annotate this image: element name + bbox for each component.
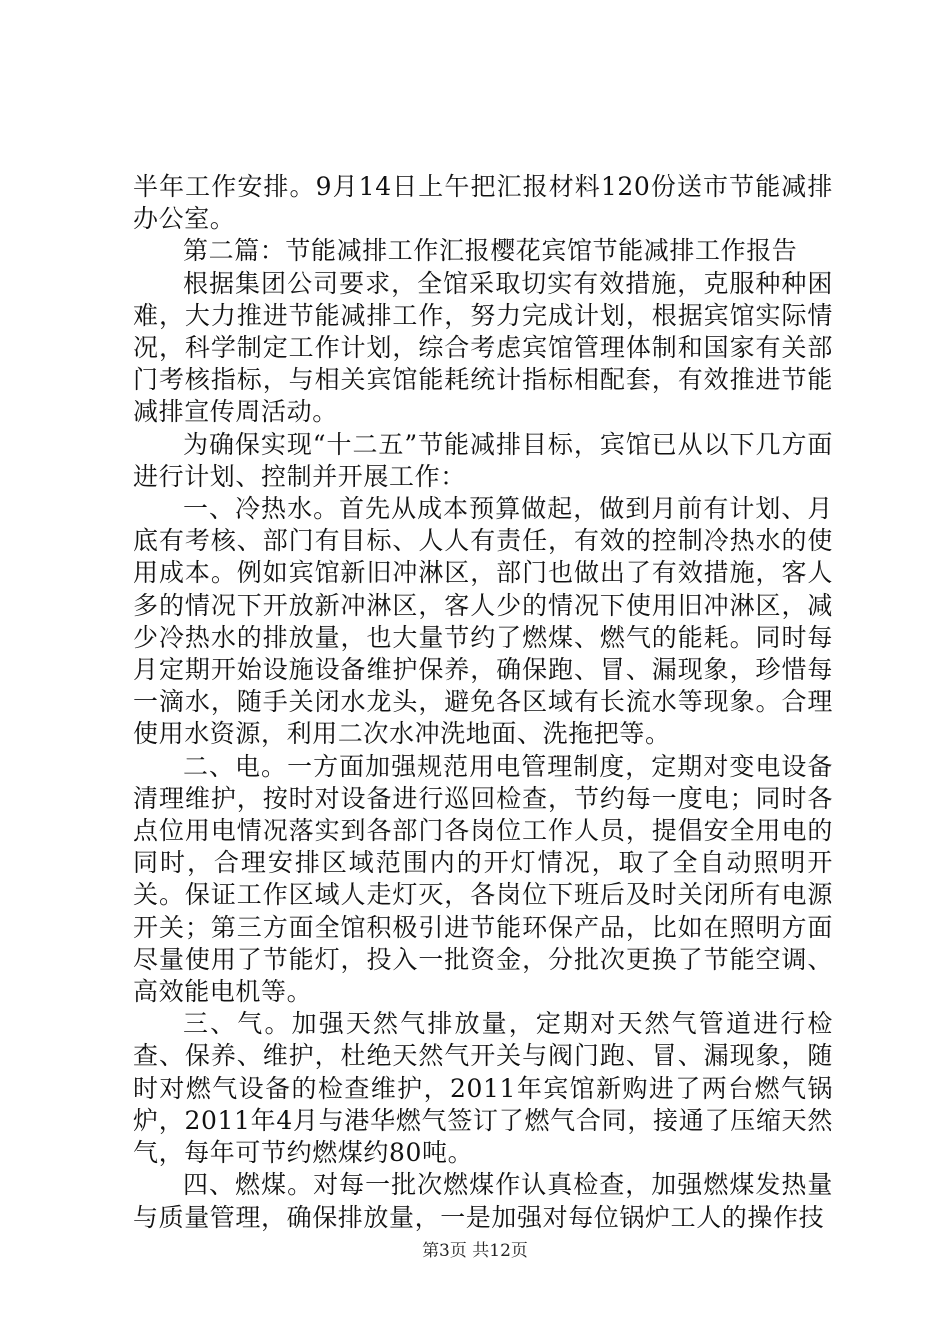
paragraph-water: 一、冷热水。首先从成本预算做起，做到月前有计划、月底有考核、部门有目标、人人有责任，有效的控制冷热水的使用成本。例如宾馆新旧冲淋区，部门也做出了有效措施，客人多的情况下开放新冲淋区，客人少的情况下使用旧冲淋区，减少冷热水的排放量，也大量节约了燃煤、燃气的能耗。同时每月定期开始设施设备维护保养，确保跑、冒、漏现象，珍惜每一滴水，随手关闭水龙头，避免各区域有长流水等现象。合理使用水资源，利用二次水冲洗地面、洗拖把等。: [133, 494, 833, 749]
paragraph-continuation: 半年工作安排。9月14日上午把汇报材料120份送市节能减排办公室。: [133, 172, 833, 234]
paragraph-coal: 四、燃煤。对每一批次燃煤作认真检查，加强燃煤发热量与质量管理，确保排放量，一是加强对每位锅炉工人的操作技: [133, 1170, 833, 1232]
paragraph-electricity: 二、电。一方面加强规范用电管理制度，定期对变电设备清理维护，按时对设备进行巡回检查，节约每一度电；同时各点位用电情况落实到各部门各岗位工作人员，提倡安全用电的同时，合理安排区域范围内的开灯情况，取了全自动照明开关。保证工作区域人走灯灭，各岗位下班后及时关闭所有电源开关；第三方面全馆积极引进节能环保产品，比如在照明方面尽量使用了节能灯，投入一批资金，分批次更换了节能空调、高效能电机等。: [133, 751, 833, 1007]
paragraph-goal: 为确保实现“十二五”节能减排目标，宾馆已从以下几方面进行计划、控制并开展工作：: [133, 429, 833, 491]
section-heading: 第二篇：节能减排工作汇报樱花宾馆节能减排工作报告: [183, 236, 798, 266]
page-number-footer: 第3页 共12页: [422, 1241, 528, 1261]
document-body: [133, 171, 833, 1234]
paragraph-intro: 根据集团公司要求，全馆采取切实有效措施，克服种种困难，大力推进节能减排工作，努力完成计划，根据宾馆实际情况，科学制定工作计划，综合考虑宾馆管理体制和国家有关部门考核指标，与相关宾馆能耗统计指标相配套，有效推进节能减排宣传周活动。: [133, 268, 833, 427]
paragraph-gas: 三、气。加强天然气排放量，定期对天然气管道进行检查、保养、维护，杜绝天然气开关与阀门跑、冒、漏现象，随时对燃气设备的检查维护，2011年宾馆新购进了两台燃气锅炉，2011年4月与港华燃气签订了燃气合同，接通了压缩天然气，每年可节约燃煤约80吨。: [133, 1009, 833, 1168]
